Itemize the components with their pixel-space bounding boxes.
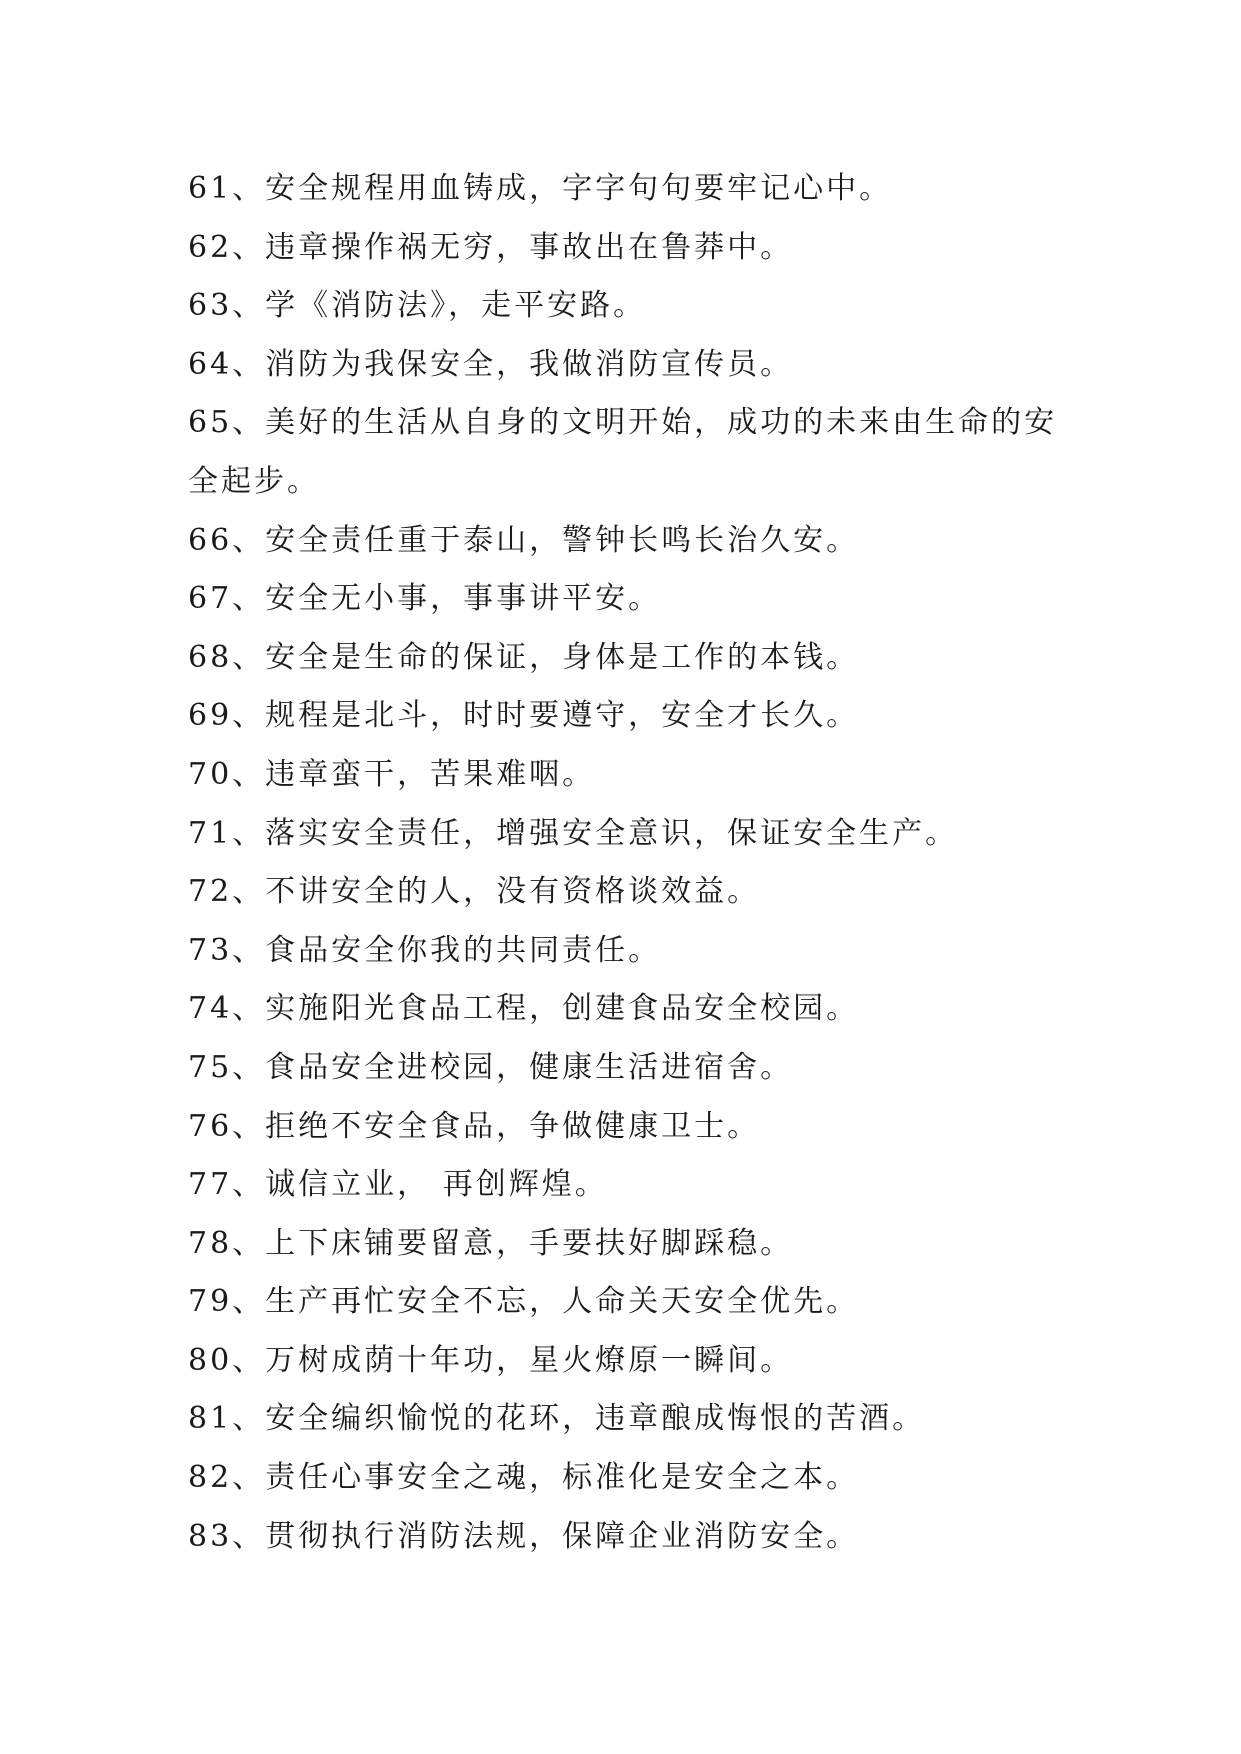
list-item: 79、生产再忙安全不忘，人命关天安全优先。 (188, 1284, 860, 1320)
list-item: 82、责任心事安全之魂，标准化是安全之本。 (188, 1460, 860, 1496)
list-item: 76、拒绝不安全食品，争做健康卫士。 (188, 1108, 761, 1144)
list-item: 64、消防为我保安全，我做消防宣传员。 (188, 346, 794, 382)
list-item: 83、贯彻执行消防法规，保障企业消防安全。 (188, 1518, 860, 1554)
list-item: 62、违章操作祸无穷，事故出在鲁莽中。 (188, 229, 794, 265)
list-item: 78、上下床铺要留意，手要扶好脚踩稳。 (188, 1225, 794, 1261)
list-item: 71、落实安全责任，增强安全意识，保证安全生产。 (188, 815, 959, 851)
list-item: 73、食品安全你我的共同责任。 (188, 932, 662, 968)
list-item: 74、实施阳光食品工程，创建食品安全校园。 (188, 991, 860, 1027)
list-item: 70、违章蛮干，苦果难咽。 (188, 756, 596, 792)
list-item: 68、安全是生命的保证，身体是工作的本钱。 (188, 639, 860, 675)
list-item: 81、安全编织愉悦的花环，违章酿成悔恨的苦酒。 (188, 1401, 926, 1437)
list-item: 63、学《消防法》，走平安路。 (188, 288, 647, 324)
list-item: 80、万树成荫十年功，星火燎原一瞬间。 (188, 1342, 794, 1378)
list-item: 65、美好的生活从自身的文明开始，成功的未来由生命的安全起步。 (188, 405, 1058, 499)
list-item: 61、安全规程用血铸成，字字句句要牢记心中。 (188, 171, 893, 206)
list-item: 72、不讲安全的人，没有资格谈效益。 (188, 874, 761, 910)
list-item: 67、安全无小事，事事讲平安。 (188, 581, 662, 617)
list-item: 75、食品安全进校园，健康生活进宿舍。 (188, 1049, 794, 1085)
list-item: 66、安全责任重于泰山，警钟长鸣长治久安。 (188, 522, 860, 558)
list-item: 69、规程是北斗，时时要遵守，安全才长久。 (188, 698, 860, 734)
list-item: 77、诚信立业， 再创辉煌。 (188, 1167, 608, 1203)
slogan-list (188, 160, 1068, 1566)
